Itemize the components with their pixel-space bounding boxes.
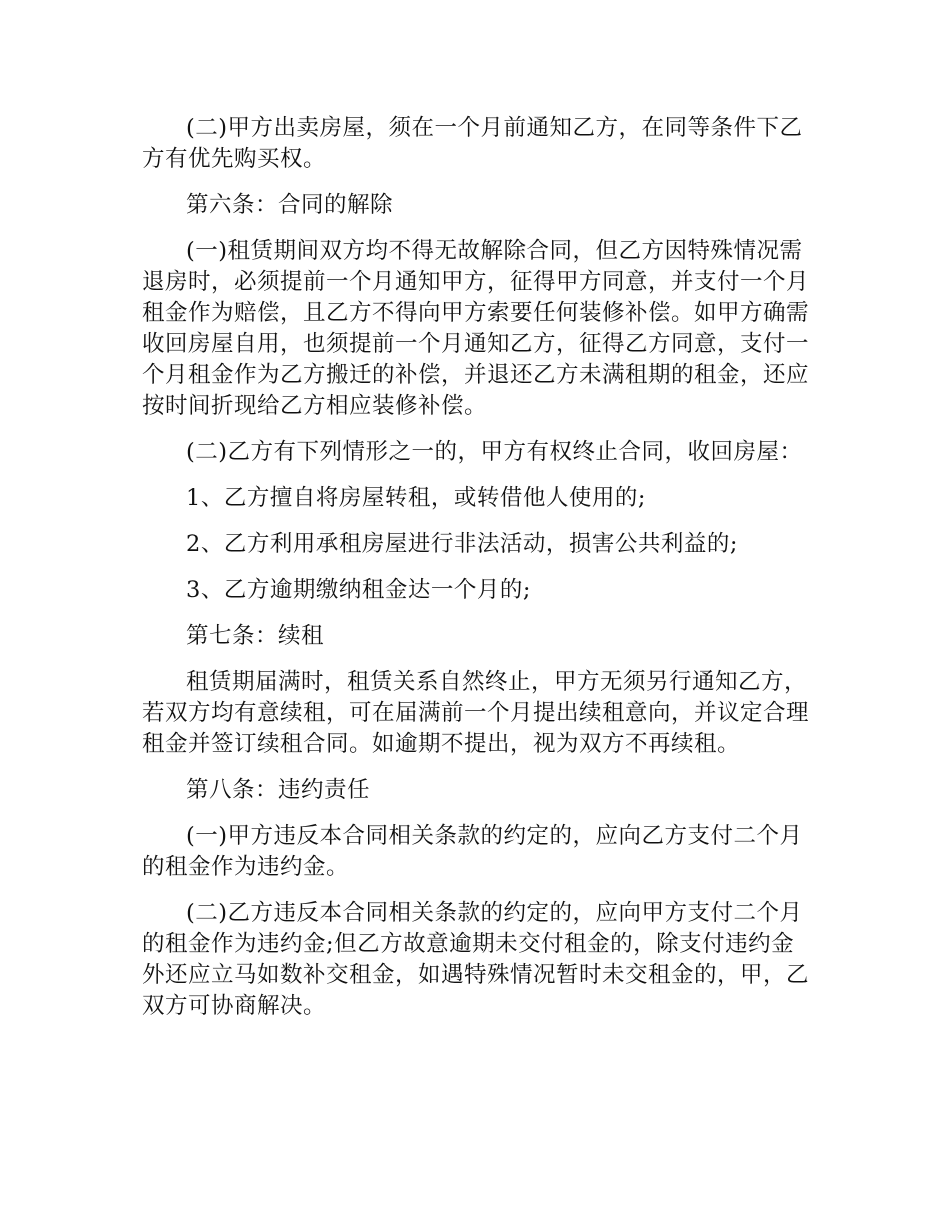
clause-6-sub-2: 2、乙方利用承租房屋进行非法活动，损害公共利益的; xyxy=(186,531,738,557)
clause-6-sub-3: 3、乙方逾期缴纳租金达一个月的; xyxy=(186,577,531,603)
clause-6-sub-1: 1、乙方擅自将房屋转租，或转借他人使用的; xyxy=(186,485,646,511)
clause-6-item-1: (一)租赁期间双方均不得无故解除合同，但乙方因特殊情况需退房时，必须提前一个月通知甲方，征得甲方同意，并支付一个月租金作为赔偿，且乙方不得向甲方索要任何装修补偿。如甲方确需收回房屋自用，也须提前一个月通知乙方，征得乙方同意，支付一个月租金作为乙方搬迁的补偿，并退还乙方未满租期的租金，还应按时间折现给乙方相应装修补偿。 xyxy=(142,238,810,419)
clause-5-item-2: (二)甲方出卖房屋，须在一个月前通知乙方，在同等条件下乙方有优先购买权。 xyxy=(142,115,803,172)
clause-6-item-2: (二)乙方有下列情形之一的，甲方有权终止合同，收回房屋： xyxy=(186,439,803,465)
article-7-heading: 第七条：续租 xyxy=(186,623,325,649)
clause-8-item-2: (二)乙方违反本合同相关条款的约定的，应向甲方支付二个月的租金作为违约金;但乙方故意逾期未交付租金的，除支付违约金外还应立马如数补交租金，如遇特殊情况暂时未交租金的，甲，乙双方可协商解决。 xyxy=(142,900,810,1019)
clause-7-body: 租赁期届满时，租赁关系自然终止，甲方无须另行通知乙方，若双方均有意续租，可在届满前一个月提出续租意向，并议定合理租金并签订续租合同。如逾期不提出，视为双方不再续租。 xyxy=(142,669,810,757)
article-6-heading: 第六条：合同的解除 xyxy=(186,192,394,218)
clause-8-item-1: (一)甲方违反本合同相关条款的约定的，应向乙方支付二个月的租金作为违约金。 xyxy=(142,823,803,880)
article-8-heading: 第八条：违约责任 xyxy=(186,777,371,803)
